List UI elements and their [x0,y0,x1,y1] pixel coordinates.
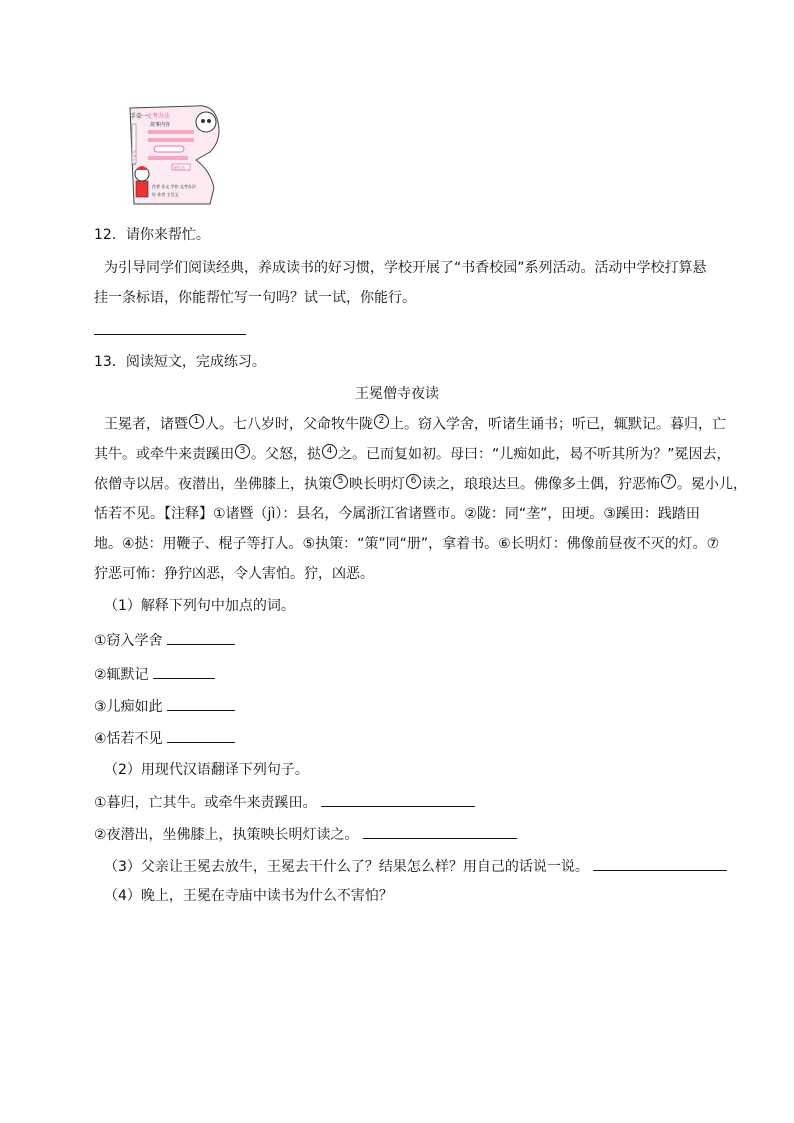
passage-text: 人。七八岁时，父命牧牛陇 [205,416,373,433]
passage-text: 上。窃入学舍，听诸生诵书；听已，辄默记。暮归，亡 [390,416,726,433]
sub2-blank-2[interactable] [363,824,517,839]
sub2-item-2 [94,824,517,845]
q12-heading: 12．请你来帮忙。 [94,227,210,243]
q13-heading: 13．阅读短文，完成练习。 [94,354,266,370]
poster-footer-a: 作者 作文 学作·文考办法 [152,184,196,189]
sub1-item-text: ④恬若不见 [94,731,163,747]
passage-line-3 [94,474,747,495]
passage-text: 依僧寺以居。夜潜出，坐佛膝上，执策 [94,476,332,493]
sub1-blank-3[interactable] [167,696,235,711]
passage-text: 读之，琅琅达旦。佛像多土偶，狞恶怖 [422,476,660,493]
sub1-item-4 [94,728,235,749]
passage-text: 王冕者，诸暨 [104,416,188,433]
poster-subheader: 故事内容 [150,122,171,128]
poster-header: 手牵一 [130,113,149,120]
q12-answer-blank[interactable] [94,320,246,335]
passage-text: 映长明灯 [349,476,405,493]
sub2-item-1 [94,792,475,813]
poster-header-accent: 文考办法 [146,113,171,120]
sub-question-4: （4）晚上，王冕在寺庙中读书为什么不害怕？ [104,888,393,904]
q12-line2: 挂一条标语，你能帮忙写一句吗？试一试，你能行。 [94,290,416,306]
note-mark-3: 3 [235,444,250,459]
sub2-item-text: ②夜潜出，坐佛膝上，执策映长明灯读之。 [94,827,359,843]
poster-footer-b: 好 作者 主写文 [152,192,179,197]
passage-line-4: 恬若不见。【注释】①诸暨（jì）：县名，今属浙江省诸暨市。②陇：同“垄”，田埂。③蹊田：践踏田 [94,506,700,522]
passage-text: 其牛。或牵牛来责蹊田 [94,446,234,463]
sub1-blank-1[interactable] [167,630,235,645]
passage-line-2 [94,444,731,465]
sub1-blank-4[interactable] [167,728,235,743]
q12-line1 [104,258,707,278]
sub2-blank-1[interactable] [321,792,475,807]
sub1-blank-2[interactable] [153,664,215,679]
note-mark-7: 7 [661,474,676,489]
poster-side-text: 作者卡名 [131,150,136,166]
note-mark-6: 6 [406,474,421,489]
passage-line-1 [104,414,726,435]
sub1-item-2 [94,664,215,685]
note-mark-4: 4 [322,444,337,459]
sub1-item-text: ②辄默记 [94,667,149,683]
sub3-text: （3）父亲让王冕去放牛，王冕去干什么了？结果怎么样？用自己的话说一说。 [104,859,589,875]
sub-question-3 [104,856,727,877]
sub1-item-1 [94,630,235,651]
passage-text: 。父怒，挞 [251,446,321,463]
sub1-item-text: ①窃入学舍 [94,633,163,649]
passage-title: 王冕僧寺夜读 [355,386,439,402]
sub2-item-text: ①暮归，亡其牛。或牵牛来责蹊田。 [94,795,317,811]
sub-question-2: （2）用现代汉语翻译下列句子。 [104,762,309,778]
passage-text: 之。已而复如初。母曰：“儿痴如此，曷不听其所为？”冕因去， [338,446,731,463]
note-mark-2: 2 [374,414,389,429]
passage-line-6: 狞恶可怖：狰狞凶恶，令人害怕。狞，凶恶。 [94,566,374,582]
sub1-item-3 [94,696,235,717]
sub3-blank[interactable] [593,856,727,871]
poster-illustration [118,100,234,212]
passage-text: 。冕小儿， [677,476,747,493]
poster-badge: 课程表 [173,165,185,170]
q12-line1-text: 为引导同学们阅读经典，养成读书的好习惯，学校开展了“书香校园”系列活动。活动中学校打算悬 [104,260,707,276]
note-mark-5: 5 [333,474,348,489]
sub1-item-text: ③儿痴如此 [94,699,163,715]
sub-question-1: （1）解释下列句中加点的词。 [104,598,295,614]
note-mark-1: 1 [189,414,204,429]
passage-line-5: 地。④挞：用鞭子、棍子等打人。⑤执策：“策”同“册”，拿着书。⑥长明灯：佛像前昼夜不灭的灯。⑦ [94,536,720,552]
